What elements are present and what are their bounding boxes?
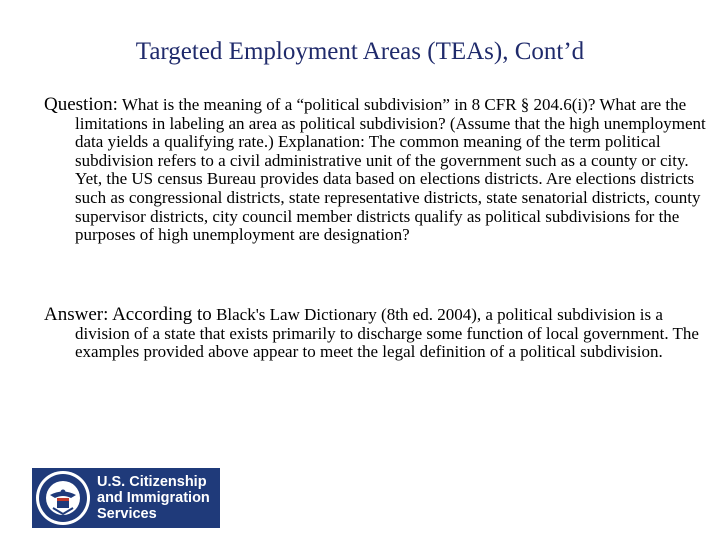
question-lead: Question: bbox=[44, 94, 118, 115]
dhs-seal-icon bbox=[35, 470, 91, 526]
question-paragraph bbox=[44, 96, 715, 245]
answer-text: Black's Law Dictionary (8th ed. 2004), a political subdivision is a division of a state that exists primarily to discharge some function of local government. The examples provided above appear to meet the legal definition of a political subdivision. bbox=[75, 305, 699, 362]
answer-lead: Answer: According to bbox=[44, 304, 212, 325]
logo-line-3: Services bbox=[97, 506, 157, 522]
answer-paragraph bbox=[44, 306, 715, 362]
logo-line-1: U.S. Citizenship bbox=[97, 474, 207, 490]
slide-title: Targeted Employment Areas (TEAs), Cont’d bbox=[135, 38, 585, 65]
question-text: What is the meaning of a “political subdivision” in 8 CFR § 204.6(i)? What are the limitations in labeling an area as political subdivision? (Assume that the high unemployment data yields a qualifying rate.) Explanation: The common meaning of the term political subdivision refers to a civil administrative unit of the government such as a county or city. Yet, the US census Bureau provides data based on elections districts. Are elections districts such as congressional districts, state representative districts, state senatorial districts, county supervisor districts, city council member districts qualify as political subdivisions for the purposes of high unemployment are designation? bbox=[75, 95, 706, 245]
logo-line-2: and Immigration bbox=[97, 490, 210, 506]
logo-text bbox=[97, 474, 210, 522]
uscis-logo bbox=[32, 468, 220, 528]
